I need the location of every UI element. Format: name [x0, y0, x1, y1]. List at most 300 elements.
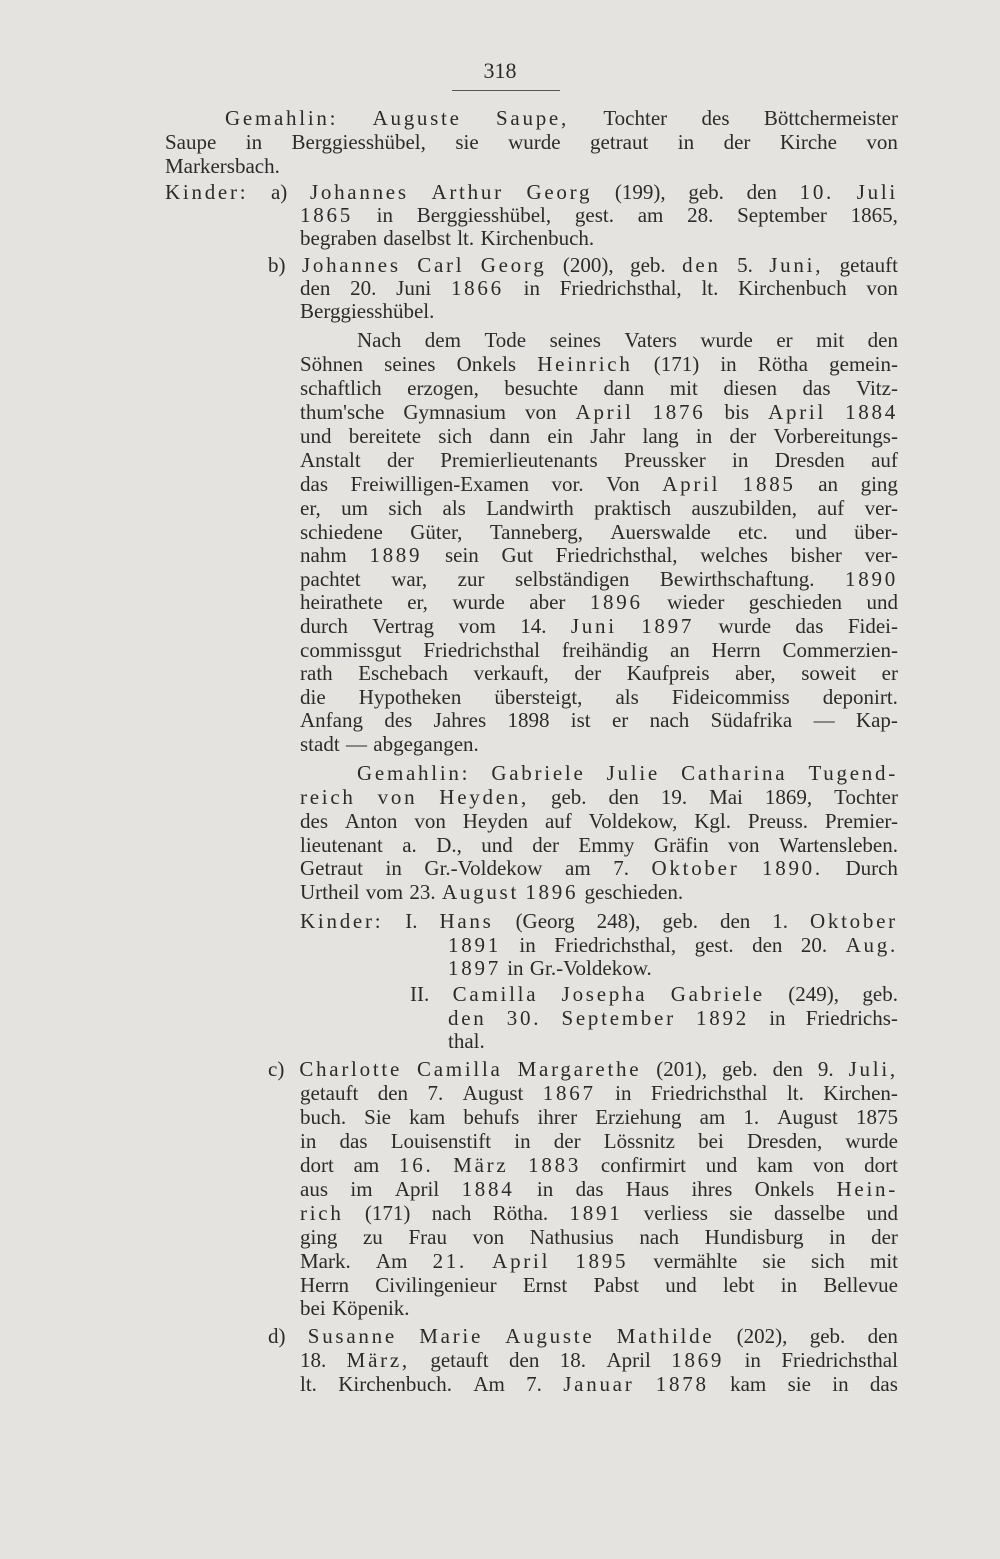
text-line	[300, 661, 898, 685]
word: Erziehung	[595, 1105, 682, 1129]
word: Kirchen-	[823, 1081, 898, 1105]
word: 20.	[800, 933, 828, 957]
word: bis	[724, 400, 750, 424]
word: an	[669, 638, 690, 662]
text-line	[300, 376, 898, 400]
word: Jahres	[433, 708, 487, 732]
text-line	[300, 638, 898, 662]
word: wurde	[452, 590, 505, 614]
word: lang	[642, 424, 679, 448]
word: getauft	[430, 1348, 489, 1372]
word: von	[728, 833, 760, 857]
word: Friedrichsthal	[650, 1081, 768, 1105]
word: 16.	[398, 1153, 434, 1177]
word: Auguste	[505, 1324, 595, 1348]
word: Getraut	[300, 856, 363, 880]
word: Gemahlin:	[225, 106, 339, 130]
word: war,	[391, 567, 428, 591]
word: Pabst	[593, 1273, 639, 1297]
word: September	[561, 1006, 676, 1030]
word: Nach	[357, 328, 402, 352]
word: von	[525, 400, 557, 424]
word: Jahr	[590, 424, 626, 448]
word: in	[507, 956, 524, 980]
word: auszubilden,	[691, 496, 798, 520]
text-line	[300, 708, 898, 732]
word: Gymnasium	[403, 400, 506, 424]
word: Gemahlin:	[357, 761, 471, 785]
text-line	[410, 982, 898, 1006]
word: 1896	[589, 590, 643, 614]
word: das	[575, 1177, 604, 1201]
text-line	[300, 833, 898, 857]
word: er	[881, 661, 898, 685]
text-line	[300, 1177, 898, 1201]
word: Margarethe	[517, 1057, 642, 1081]
word: Anfang	[300, 708, 363, 732]
text-line	[300, 1296, 898, 1320]
word: Gut	[501, 543, 533, 567]
word: ihrer	[537, 1105, 578, 1129]
word: dann	[603, 376, 645, 400]
word: Camilla	[452, 982, 539, 1006]
word: sie	[455, 130, 479, 154]
word: Hein-	[836, 1177, 898, 1201]
word: Am	[375, 1249, 408, 1273]
word: Susanne	[307, 1324, 397, 1348]
word: in	[523, 276, 540, 300]
word: (249),	[788, 982, 839, 1006]
word: 1884	[461, 1177, 515, 1201]
word: (199),	[614, 180, 666, 204]
word: der	[723, 130, 751, 154]
text-line	[300, 448, 898, 472]
word: und	[866, 1201, 898, 1225]
text-line	[300, 809, 898, 833]
word: Eschebach	[358, 661, 449, 685]
word: ein	[547, 424, 574, 448]
word: Kaufpreis	[626, 661, 710, 685]
word: Friedrichsthal,	[559, 276, 682, 300]
word: nach	[639, 1225, 680, 1249]
text-line	[300, 1249, 898, 1273]
word: Anstalt	[300, 448, 361, 472]
word: an	[818, 472, 839, 496]
word: 18.	[300, 1348, 327, 1372]
word: Lössnitz	[603, 1129, 675, 1153]
word: 18.	[559, 1348, 587, 1372]
word: April	[606, 1348, 651, 1372]
text-line	[448, 1006, 898, 1030]
word: dasselbe	[773, 1201, 846, 1225]
word: Markersbach.	[165, 154, 280, 178]
word: Durch	[845, 856, 898, 880]
word: Voldekow,	[588, 809, 678, 833]
text-line	[448, 1029, 898, 1053]
word: April	[575, 400, 634, 424]
word: Hypotheken	[358, 685, 462, 709]
word: ver-	[864, 543, 898, 567]
word: 1883	[528, 1153, 582, 1177]
word: Mathilde	[616, 1324, 715, 1348]
word: Vaters	[624, 328, 677, 352]
word: sich	[811, 1249, 845, 1273]
text-line	[300, 203, 898, 227]
word: den	[608, 785, 639, 809]
word: Gr.-Voldekow	[424, 856, 543, 880]
word: und	[705, 1153, 738, 1177]
word: das	[795, 614, 824, 638]
word: der	[553, 1129, 581, 1153]
word: Friedrichs-	[805, 1006, 898, 1030]
word: Nathusius	[529, 1225, 614, 1249]
text-line	[300, 299, 898, 323]
word: Friedrichsthal	[781, 1348, 898, 1372]
word: daselbst	[383, 226, 451, 250]
word: des	[384, 708, 413, 732]
word: August	[777, 1105, 838, 1129]
word: Dresden,	[746, 1129, 823, 1153]
word: 1884	[845, 400, 898, 424]
word: vermählte	[653, 1249, 738, 1273]
word: getauft	[300, 1081, 359, 1105]
word: den	[300, 276, 331, 300]
word: Preussker	[624, 448, 706, 472]
word: c)	[268, 1057, 285, 1081]
word: den	[772, 1057, 803, 1081]
word: Januar	[563, 1372, 635, 1396]
word: begraben	[300, 226, 377, 250]
word: 23.	[409, 880, 436, 904]
word: und	[665, 1273, 697, 1297]
word: zur	[457, 567, 485, 591]
text-line	[300, 1153, 898, 1177]
word: den	[867, 328, 898, 352]
word: nach	[431, 1201, 472, 1225]
text-line	[268, 1324, 898, 1348]
word: mit	[816, 328, 845, 352]
word: Rötha	[757, 352, 808, 376]
word: 7.	[613, 856, 629, 880]
word: wurde	[508, 130, 561, 154]
word: 1869,	[764, 785, 813, 809]
word: Juni	[570, 614, 617, 638]
word: sich	[388, 496, 423, 520]
word: 1865,	[850, 203, 898, 227]
word: (Georg	[515, 909, 575, 933]
text-line	[300, 1273, 898, 1297]
word: Juni,	[769, 253, 824, 277]
word: Wartensleben.	[778, 833, 898, 857]
word: und	[866, 590, 898, 614]
word: sein	[444, 543, 479, 567]
word: lt.	[701, 276, 719, 300]
word: 1897	[641, 614, 695, 638]
word: Friedrichsthal	[423, 638, 540, 662]
word: pachtet	[300, 567, 361, 591]
word: der	[532, 833, 560, 857]
word: und	[300, 424, 332, 448]
word: seines	[384, 352, 436, 376]
word: 19.	[660, 785, 688, 809]
text-line	[225, 106, 898, 130]
word: Gräfin	[653, 833, 709, 857]
text-line	[300, 472, 898, 496]
text-line	[300, 732, 898, 756]
word: lt.	[300, 1372, 317, 1396]
word: April	[394, 1177, 440, 1201]
word: Rötha.	[492, 1201, 549, 1225]
word: 1891	[569, 1201, 623, 1225]
text-line	[300, 1372, 898, 1396]
word: ist	[570, 708, 591, 732]
text-line	[300, 880, 898, 904]
word: diesen	[723, 376, 777, 400]
text-line	[300, 614, 898, 638]
word: Saupe,	[496, 106, 569, 130]
word: Hundisburg	[704, 1225, 804, 1249]
word: 1898	[507, 708, 550, 732]
word: (200),	[562, 253, 614, 277]
word: ging	[300, 1225, 338, 1249]
word: und	[795, 520, 827, 544]
word: praktisch	[594, 496, 672, 520]
word: Premier-	[824, 809, 898, 833]
word: besuchte	[504, 376, 578, 400]
word: etc.	[738, 520, 768, 544]
word: Herrn	[300, 1273, 349, 1297]
word: Friedrichsthal,	[554, 933, 677, 957]
word: Berggiesshübel.	[300, 299, 435, 323]
word: Camilla	[417, 1057, 503, 1081]
word: am	[699, 1105, 726, 1129]
word: 28.	[687, 203, 714, 227]
word: den	[867, 1324, 898, 1348]
word: commissgut	[300, 638, 402, 662]
word: in	[677, 130, 695, 154]
text-line	[448, 933, 898, 957]
word: Fidei-	[847, 614, 898, 638]
word: 1.	[743, 1105, 760, 1129]
word: Johannes	[301, 253, 401, 277]
word: Landwirth	[486, 496, 574, 520]
word: sich	[438, 424, 473, 448]
word: Civilingenieur	[375, 1273, 497, 1297]
word: in	[536, 1177, 554, 1201]
text-line	[300, 276, 898, 300]
word: Sie	[364, 1105, 392, 1129]
word: 1897	[448, 956, 501, 980]
word: Kinder:	[300, 909, 384, 933]
word: Georg	[526, 180, 593, 204]
word: 1875	[855, 1105, 898, 1129]
word: geb.	[688, 180, 724, 204]
word: durch	[300, 614, 348, 638]
word: Urtheil	[300, 880, 360, 904]
word: heirathete	[300, 590, 383, 614]
word: 1869	[671, 1348, 725, 1372]
word: Kirchenbuch.	[338, 1372, 452, 1396]
word: Mai	[709, 785, 743, 809]
word: von	[866, 130, 898, 154]
word: Heinrich	[537, 352, 633, 376]
word: Ernst	[522, 1273, 568, 1297]
word: 1890	[845, 567, 898, 591]
word: sie	[787, 1372, 811, 1396]
word: 1876	[652, 400, 706, 424]
word: auf	[817, 496, 845, 520]
word: reich	[300, 785, 356, 809]
word: Auguste	[372, 106, 462, 130]
text-line	[300, 856, 898, 880]
word: des	[701, 106, 730, 130]
word: März,	[346, 1348, 410, 1372]
word: kam	[756, 1153, 794, 1177]
word: aus	[300, 1177, 328, 1201]
text-line	[300, 352, 898, 376]
word: Frau	[408, 1225, 447, 1249]
word: Fideicommiss	[671, 685, 790, 709]
word: in	[514, 1129, 531, 1153]
word: sie	[762, 1249, 786, 1273]
word: Güter,	[410, 520, 463, 544]
word: Charlotte	[299, 1057, 403, 1081]
word: Juli	[856, 180, 898, 204]
word: Julie	[606, 761, 660, 785]
word: 14.	[520, 614, 547, 638]
word: bei	[300, 1296, 326, 1320]
word: wieder	[667, 590, 725, 614]
word: gest.	[694, 933, 734, 957]
word: nach	[649, 708, 690, 732]
word: des	[300, 809, 328, 833]
text-line	[448, 956, 898, 980]
word: selbständigen	[515, 567, 630, 591]
word: 1878	[655, 1372, 709, 1396]
word: nahm	[300, 543, 347, 567]
word: 1891	[448, 933, 501, 957]
word: 30.	[506, 1006, 542, 1030]
word: ging	[860, 472, 898, 496]
word: lt.	[457, 226, 475, 250]
word: (202),	[736, 1324, 788, 1348]
word: Gabriele	[670, 982, 765, 1006]
word: Kinder:	[165, 180, 249, 204]
word: übersteigt,	[494, 685, 583, 709]
word: geb.	[862, 982, 898, 1006]
text-line	[300, 1129, 898, 1153]
word: bisher	[790, 543, 842, 567]
word: Aug.	[845, 933, 898, 957]
word: September	[737, 203, 827, 227]
text-line	[357, 328, 898, 352]
word: das	[869, 1372, 898, 1396]
word: in	[780, 1273, 798, 1297]
word: 1892	[696, 1006, 749, 1030]
word: Tugend-	[808, 761, 898, 785]
word: Juni	[396, 276, 432, 300]
word: der	[729, 424, 757, 448]
word: die	[300, 685, 326, 709]
word: Oktober	[651, 856, 740, 880]
word: schiedene	[300, 520, 383, 544]
text-line	[268, 253, 898, 277]
word: gest.	[574, 203, 614, 227]
word: verliess	[643, 1201, 708, 1225]
word: geb.	[722, 1057, 758, 1081]
word: August	[441, 880, 520, 904]
word: Köpenik.	[331, 1296, 410, 1320]
word: mit	[869, 1249, 898, 1273]
word: geb.	[550, 785, 587, 809]
word: Josepha	[561, 982, 648, 1006]
word: D.,	[436, 833, 462, 857]
word: Vorbereitungs-	[773, 424, 898, 448]
text-line	[300, 1201, 898, 1225]
word: schaftlich	[300, 376, 382, 400]
word: der	[574, 661, 602, 685]
word: Auerswalde	[610, 520, 711, 544]
word: Kap-	[855, 708, 898, 732]
text-line	[357, 761, 898, 785]
word: Oktober	[809, 909, 898, 933]
word: confirmirt	[600, 1153, 686, 1177]
word: April	[662, 472, 721, 496]
text-line	[268, 1057, 898, 1081]
word: 1889	[369, 543, 423, 567]
word: geb.	[662, 909, 698, 933]
word: von	[472, 1225, 505, 1249]
word: Catharina	[681, 761, 788, 785]
word: in	[695, 424, 713, 448]
word: 20.	[350, 276, 377, 300]
word: 1895	[575, 1249, 629, 1273]
word: a.	[402, 833, 417, 857]
word: in	[385, 856, 402, 880]
word: Kirchenbuch	[738, 276, 847, 300]
word: Commerzien-	[782, 638, 898, 662]
word: 1890.	[761, 856, 823, 880]
word: dort	[864, 1153, 898, 1177]
text-line	[300, 1081, 898, 1105]
word: verkauft,	[473, 661, 549, 685]
word: thal.	[448, 1029, 485, 1053]
word: Tochter	[603, 106, 668, 130]
text-line	[300, 543, 898, 567]
word: er	[776, 328, 793, 352]
word: ihres	[691, 1177, 733, 1201]
word: den	[682, 253, 721, 277]
word: Berggiesshübel,	[291, 130, 426, 154]
text-line	[165, 180, 898, 204]
word: von	[866, 276, 898, 300]
word: Louisenstift	[390, 1129, 492, 1153]
text-line	[300, 785, 898, 809]
word: 1896	[525, 880, 579, 904]
word: Kirche	[779, 130, 837, 154]
text-line	[300, 1348, 898, 1372]
word: Arthur	[431, 180, 504, 204]
word: erzogen,	[407, 376, 479, 400]
text-line	[300, 226, 898, 250]
word: Bewirthschaftung.	[659, 567, 815, 591]
word: 1.	[772, 909, 788, 933]
word: buch.	[300, 1105, 347, 1129]
word: in	[732, 448, 749, 472]
word: das	[802, 376, 831, 400]
word: er,	[300, 496, 321, 520]
word: bereitete	[348, 424, 422, 448]
